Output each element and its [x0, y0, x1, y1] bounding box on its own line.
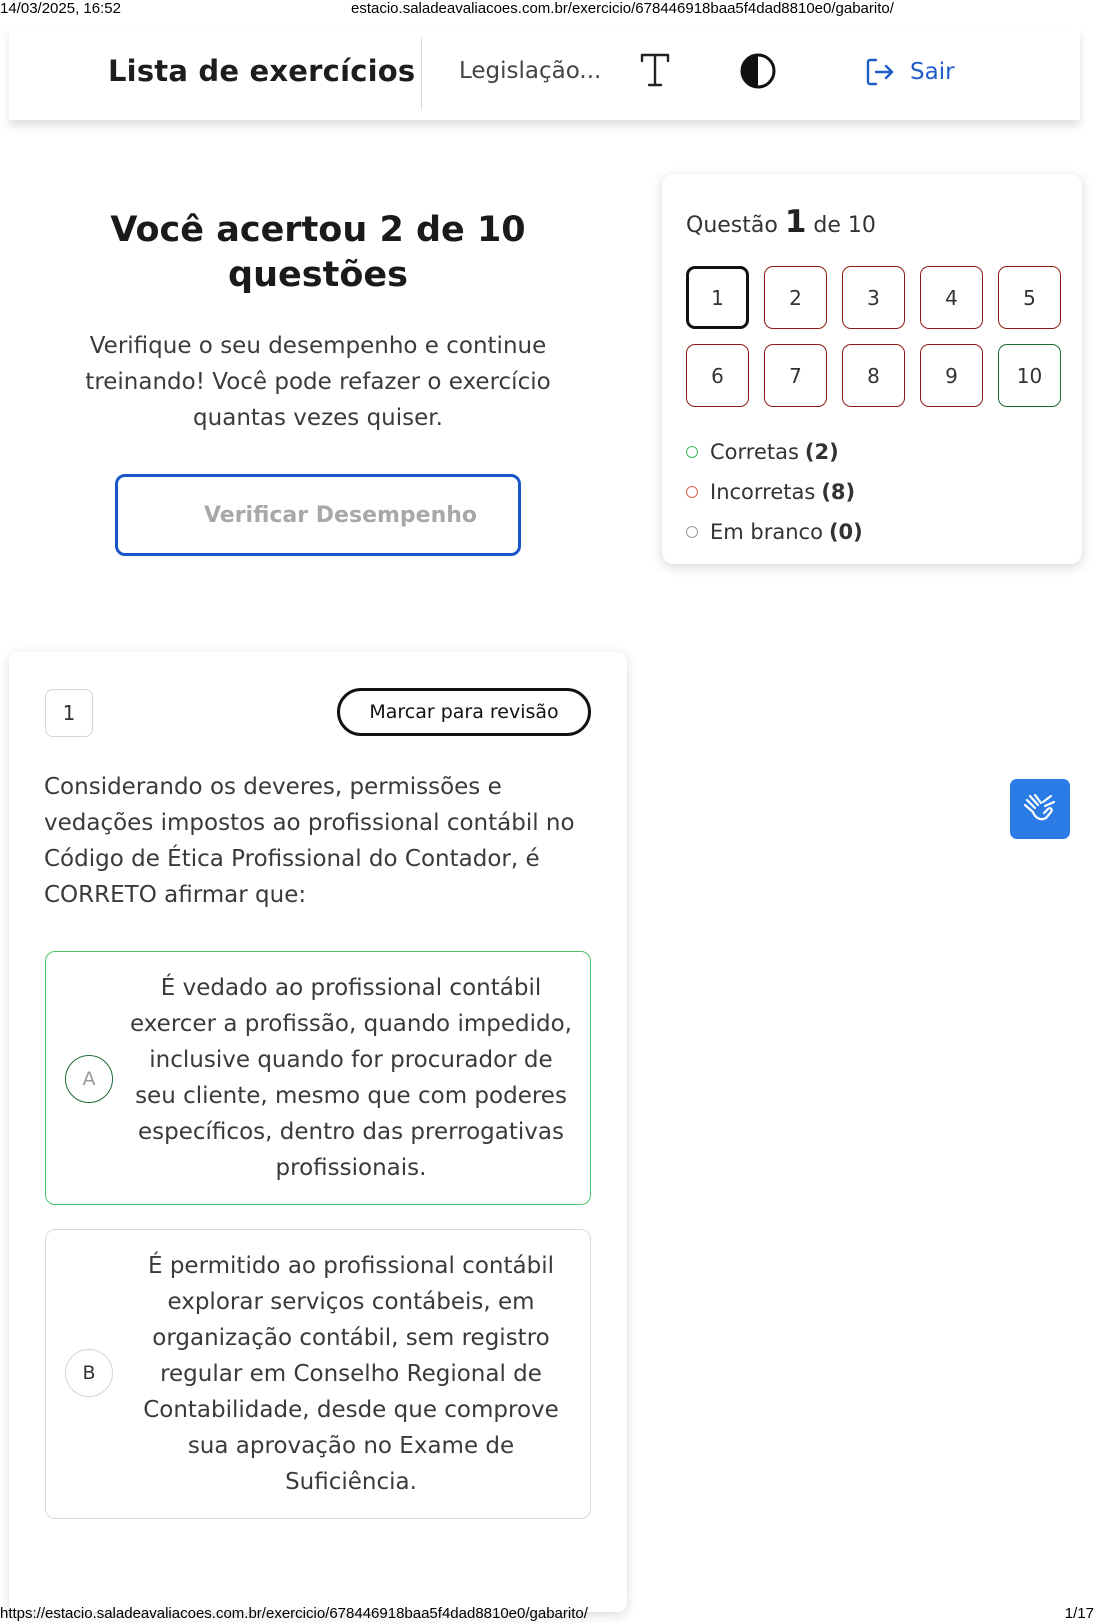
logout-button[interactable] — [864, 54, 955, 90]
legend-count: (8) — [821, 480, 856, 504]
result-summary — [80, 208, 556, 436]
navigator-total: de 10 — [813, 213, 876, 238]
header-divider — [421, 38, 422, 110]
navigator-label: Questão — [686, 213, 778, 238]
question-navigator — [662, 174, 1082, 564]
legend-item — [686, 472, 863, 512]
question-nav-2[interactable]: 2 — [764, 266, 827, 329]
question-nav-9[interactable]: 9 — [920, 344, 983, 407]
legend-dot-icon — [686, 446, 698, 458]
option-a[interactable] — [45, 951, 591, 1205]
result-title: Você acertou 2 de 10 questões — [110, 210, 526, 295]
option-text: É permitido ao profissional contábil explorar serviços contábeis, em organização contábil, sem registro regular em Conselho Regional de Contabilidade, desde que comprove sua aprovação no Exame de Suficiência. — [143, 1253, 559, 1495]
question-nav-5[interactable]: 5 — [998, 266, 1061, 329]
print-url: estacio.saladeavaliacoes.com.br/exercicio/678446918baa5f4dad8810e0/gabarito/ — [351, 0, 894, 17]
question-nav-7[interactable]: 7 — [764, 344, 827, 407]
option-b[interactable] — [45, 1229, 591, 1519]
subject-title: Legislação... — [459, 58, 602, 84]
result-description: Verifique o seu desempenho e continue treinando! Você pode refazer o exercício quantas vezes quiser. — [85, 333, 551, 431]
question-nav-1[interactable]: 1 — [686, 266, 749, 329]
question-nav-10[interactable]: 10 — [998, 344, 1061, 407]
accessibility-button[interactable] — [1010, 779, 1070, 839]
print-datetime: 14/03/2025, 16:52 — [0, 0, 121, 17]
print-footer-url: https://estacio.saladeavaliacoes.com.br/exercicio/678446918baa5f4dad8810e0/gabarito/ — [0, 1605, 588, 1622]
legend-label: Em branco — [710, 520, 823, 544]
question-nav-8[interactable]: 8 — [842, 344, 905, 407]
legend-item — [686, 432, 863, 472]
top-bar — [9, 28, 1080, 120]
print-header — [0, 0, 1094, 18]
print-footer — [0, 1605, 1094, 1623]
status-legend — [686, 432, 863, 552]
question-number: 1 — [45, 689, 93, 737]
question-text: Considerando os deveres, permissões e vedações impostos ao profissional contábil no Código de Ética Profissional do Contador, é CORRETO afirmar que: — [44, 774, 575, 908]
logout-label: Sair — [910, 59, 955, 85]
question-nav-4[interactable]: 4 — [920, 266, 983, 329]
legend-dot-icon — [686, 526, 698, 538]
legend-count: (2) — [804, 440, 839, 464]
mark-for-review-button[interactable]: Marcar para revisão — [337, 688, 591, 736]
sign-language-icon — [1021, 790, 1059, 828]
contrast-icon[interactable] — [739, 52, 777, 90]
question-nav-6[interactable]: 6 — [686, 344, 749, 407]
question-grid — [686, 266, 1061, 407]
question-nav-3[interactable]: 3 — [842, 266, 905, 329]
print-page-number: 1/17 — [1064, 1605, 1094, 1622]
logout-icon — [864, 56, 896, 88]
verify-performance-button[interactable]: Verificar Desempenho — [115, 474, 521, 556]
option-text: É vedado ao profissional contábil exercer a profissão, quando impedido, inclusive quando for procurador de seu cliente, mesmo que com poderes específicos, dentro das prerrogativas profissionais. — [130, 975, 572, 1181]
option-letter: A — [65, 1055, 113, 1103]
legend-label: Incorretas — [710, 480, 816, 504]
navigator-title — [686, 204, 876, 240]
option-letter: B — [65, 1349, 113, 1397]
font-size-icon[interactable] — [639, 52, 671, 88]
legend-label: Corretas — [710, 440, 799, 464]
navigator-current: 1 — [784, 204, 807, 240]
legend-item — [686, 512, 863, 552]
app-title: Lista de exercícios — [108, 54, 416, 88]
legend-dot-icon — [686, 486, 698, 498]
legend-count: (0) — [828, 520, 863, 544]
question-card — [9, 652, 627, 1612]
